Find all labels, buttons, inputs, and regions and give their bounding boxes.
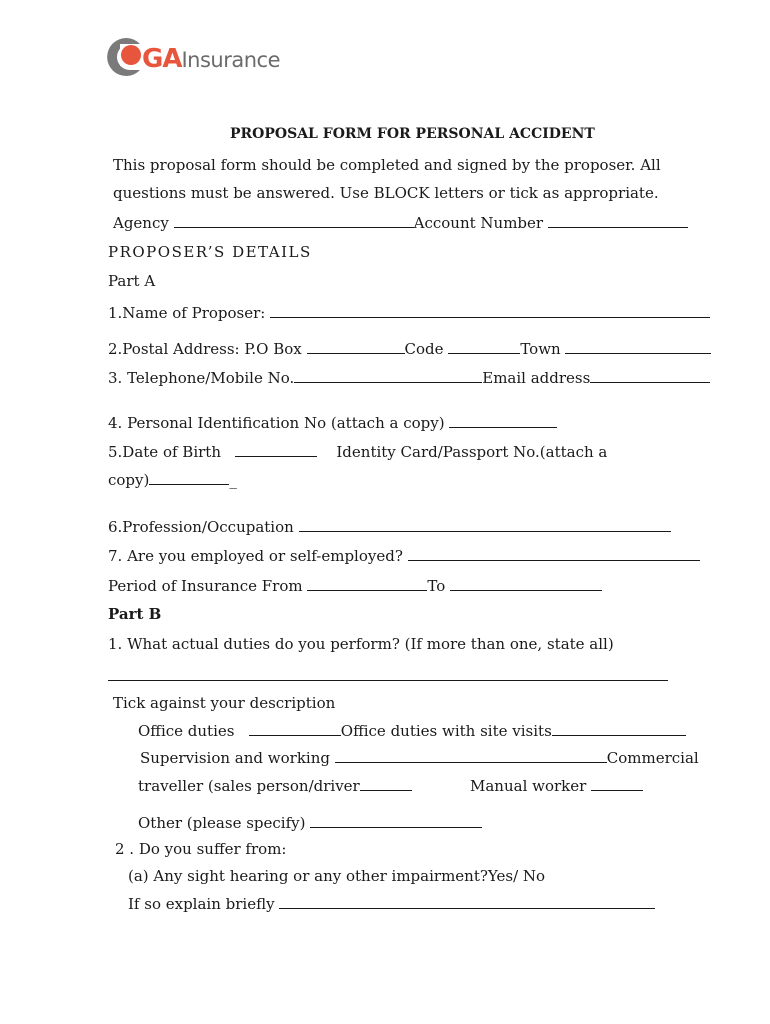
explain-field[interactable] [279, 894, 655, 909]
po-box-field[interactable] [307, 339, 405, 354]
code-label: Code [404, 340, 444, 358]
period-row [108, 576, 602, 595]
copy-label: copy) [108, 471, 150, 489]
form-title: PROPOSAL FORM FOR PERSONAL ACCIDENT [230, 126, 595, 142]
agency-label: Agency [113, 214, 169, 232]
part-a-label: Part A [108, 272, 156, 290]
commercial-label: Commercial [606, 749, 699, 767]
id-copy-row [108, 470, 237, 489]
name-row [108, 303, 710, 322]
intro-line-2: questions must be answered. Use BLOCK letters or tick as appropriate. [113, 184, 659, 202]
employed-row [108, 546, 700, 565]
name-of-proposer-field[interactable] [270, 303, 710, 318]
personal-id-field[interactable] [449, 413, 557, 428]
other-label: Other (please specify) [138, 814, 306, 832]
proposer-details-heading: PROPOSER’S DETAILS [108, 243, 312, 261]
duties-answer-field[interactable] [108, 680, 668, 681]
explain-row [128, 894, 655, 913]
logo-brand-rest: Insurance [181, 48, 280, 72]
id-passport-label: Identity Card/Passport No.(attach a [336, 443, 608, 461]
ga-logo-mark-icon [100, 34, 144, 78]
profession-label: 6.Profession/Occupation [108, 518, 294, 536]
traveller-label: traveller (sales person/driver [138, 777, 360, 795]
office-duties-label: Office duties [138, 722, 235, 740]
tick-description-label: Tick against your description [113, 694, 336, 712]
id-passport-field[interactable] [149, 470, 229, 485]
office-duties-field[interactable] [249, 721, 341, 736]
office-duties-row [138, 721, 686, 740]
period-to-label: To [427, 577, 446, 595]
manual-worker-row [470, 776, 643, 795]
duties-question: 1. What actual duties do you perform? (If more than one, state all) [108, 635, 614, 653]
copy-tail: _ [229, 471, 237, 489]
telephone-row [108, 368, 710, 387]
name-of-proposer-label: 1.Name of Proposer: [108, 304, 266, 322]
dob-row [108, 442, 607, 461]
postal-row [108, 339, 711, 358]
personal-id-label: 4. Personal Identification No (attach a copy) [108, 414, 445, 432]
postal-address-label: 2.Postal Address: P.O Box [108, 340, 302, 358]
part-b-label: Part B [108, 605, 162, 623]
office-site-visits-label: Office duties with site visits [340, 722, 552, 740]
traveller-row [138, 776, 412, 795]
suffer-question: 2 . Do you suffer from: [115, 840, 287, 858]
dob-label: 5.Date of Birth [108, 443, 221, 461]
period-from-field[interactable] [307, 576, 427, 591]
manual-worker-field[interactable] [591, 776, 643, 791]
period-to-field[interactable] [450, 576, 602, 591]
town-label: Town [520, 340, 561, 358]
period-from-label: Period of Insurance From [108, 577, 303, 595]
dob-field[interactable] [235, 442, 317, 457]
telephone-field[interactable] [294, 368, 482, 383]
agency-field[interactable] [174, 213, 414, 228]
supervision-field[interactable] [335, 748, 607, 763]
telephone-label: 3. Telephone/Mobile No. [108, 369, 295, 387]
explain-label: If so explain briefly [128, 895, 275, 913]
intro-line-1: This proposal form should be completed and signed by the proposer. All [113, 156, 661, 174]
account-number-label: Account Number [413, 214, 544, 232]
logo-wordmark [142, 44, 280, 74]
code-field[interactable] [448, 339, 520, 354]
manual-worker-label: Manual worker [470, 777, 587, 795]
employed-field[interactable] [408, 546, 700, 561]
traveller-field[interactable] [360, 776, 412, 791]
email-label: Email address [482, 369, 591, 387]
other-field[interactable] [310, 813, 482, 828]
other-row [138, 813, 482, 832]
supervision-label: Supervision and working [140, 749, 330, 767]
supervision-row [140, 748, 699, 767]
impairment-question: (a) Any sight hearing or any other impairment?Yes/ No [128, 867, 546, 885]
logo-brand-short: GA [142, 44, 182, 74]
personal-id-row [108, 413, 557, 432]
profession-row [108, 517, 671, 536]
account-number-field[interactable] [548, 213, 688, 228]
email-field[interactable] [590, 368, 710, 383]
office-site-visits-field[interactable] [552, 721, 686, 736]
ga-insurance-logo [100, 34, 280, 82]
employed-label: 7. Are you employed or self-employed? [108, 547, 403, 565]
agency-row [113, 213, 688, 232]
profession-field[interactable] [299, 517, 671, 532]
town-field[interactable] [565, 339, 711, 354]
